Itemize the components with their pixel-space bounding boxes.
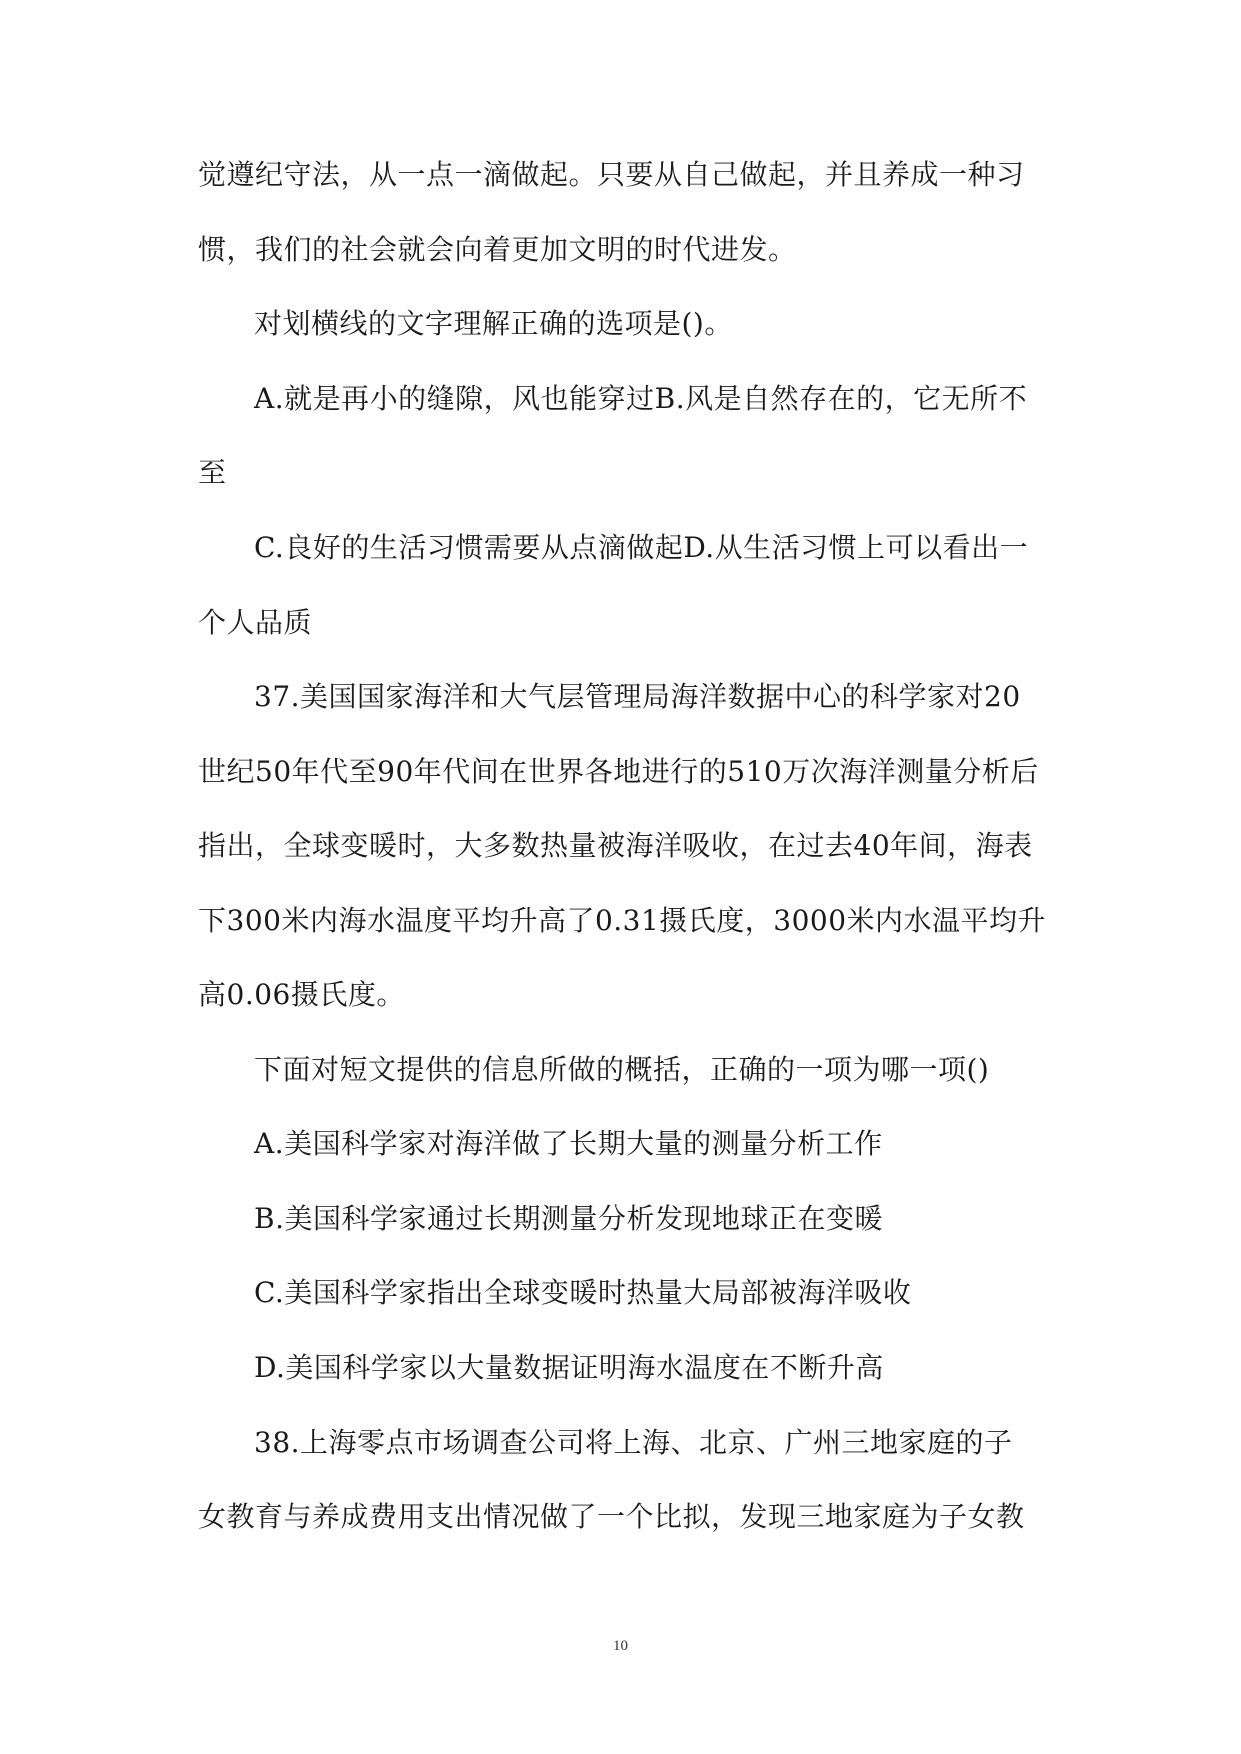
text-line: 指出，全球变暖时，大多数热量被海洋吸收，在过去40年间，海表 [198, 829, 1033, 862]
text-line: 高0.06摄氏度。 [198, 978, 405, 1011]
text-line: 惯，我们的社会就会向着更加文明的时代进发。 [198, 233, 797, 266]
question-38: 38.上海零点市场调查公司将上海、北京、广州三地家庭的子 [254, 1426, 1013, 1459]
answer-options: C.良好的生活习惯需要从点滴做起D.从生活习惯上可以看出一 [254, 531, 1029, 564]
answer-options: A.就是再小的缝隙，风也能穿过B.风是自然存在的，它无所不 [254, 382, 1028, 415]
text-line: 个人品质 [198, 606, 313, 639]
text-line: 至 [198, 456, 227, 489]
option-c: C.美国科学家指出全球变暖时热量大局部被海洋吸收 [254, 1276, 912, 1309]
option-b: B.美国科学家通过长期测量分析发现地球正在变暖 [254, 1202, 883, 1235]
page-number: 10 [613, 1638, 628, 1654]
text-line: 世纪50年代至90年代间在世界各地进行的510万次海洋测量分析后 [198, 755, 1039, 788]
question-prompt: 对划横线的文字理解正确的选项是()。 [254, 307, 733, 340]
text-line: 下300米内海水温度平均升高了0.31摄氏度，3000米内水温平均升 [198, 904, 1047, 937]
option-a: A.美国科学家对海洋做了长期大量的测量分析工作 [254, 1127, 883, 1160]
option-d: D.美国科学家以大量数据证明海水温度在不断升高 [254, 1351, 884, 1384]
question-37: 37.美国国家海洋和大气层管理局海洋数据中心的科学家对20 [254, 680, 1021, 713]
text-line: 女教育与养成费用支出情况做了一个比拟，发现三地家庭为子女教 [198, 1500, 1025, 1533]
text-line: 觉遵纪守法，从一点一滴做起。只要从自己做起，并且养成一种习 [198, 158, 1025, 191]
question-prompt: 下面对短文提供的信息所做的概括，正确的一项为哪一项() [254, 1053, 990, 1086]
